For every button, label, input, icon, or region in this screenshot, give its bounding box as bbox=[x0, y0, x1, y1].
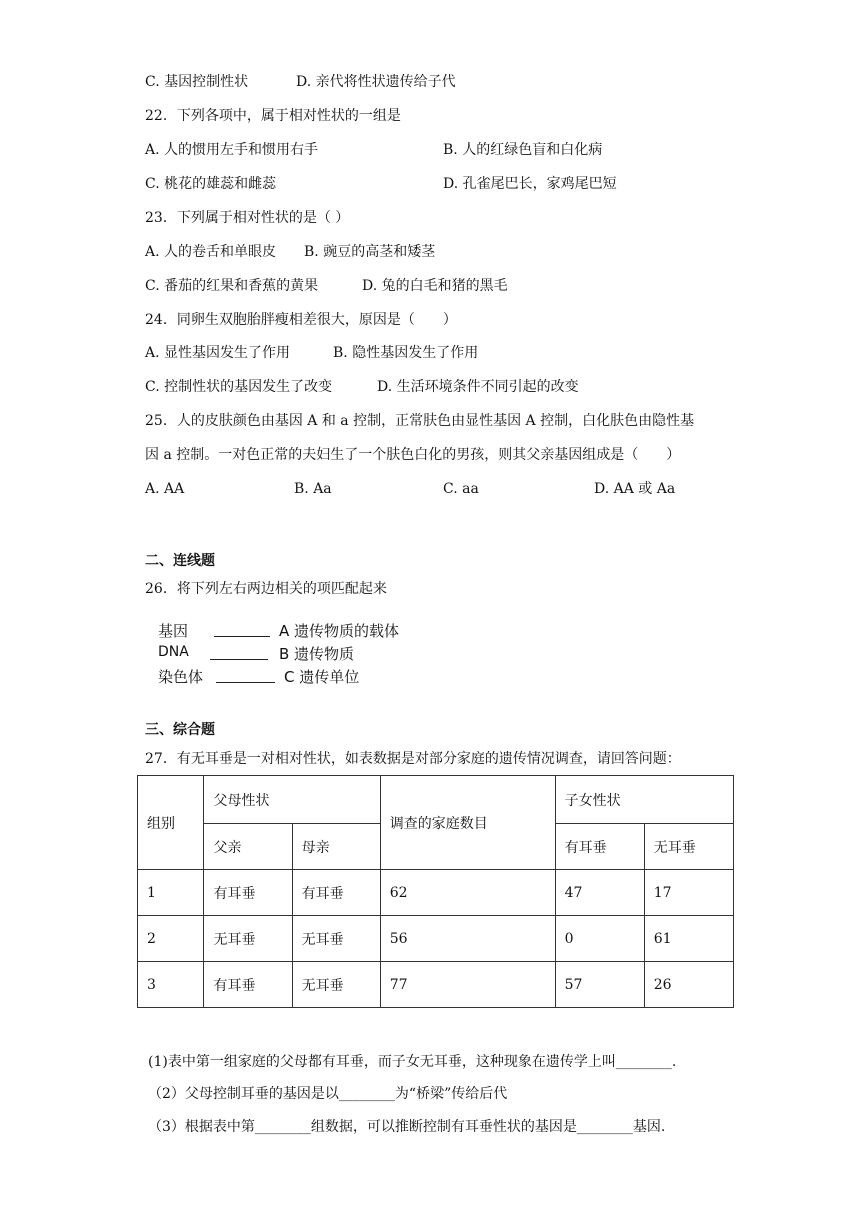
match-blank-1[interactable] bbox=[214, 636, 270, 637]
q24-stem: 24．同卵生双胞胎胖瘦相差很大，原因是（ ） bbox=[145, 312, 457, 328]
cell-has-lobe: 0 bbox=[555, 916, 644, 962]
q26-stem: 26．将下列左右两边相关的项匹配起来 bbox=[145, 581, 387, 597]
q25-stem-line1: 25．人的皮肤颜色由基因 A 和 a 控制，正常肤色由显性基因 A 控制，白化肤色由隐性基 bbox=[145, 413, 695, 429]
cell-group: 3 bbox=[138, 962, 204, 1008]
cell-mother: 有耳垂 bbox=[292, 870, 380, 916]
cell-father: 有耳垂 bbox=[204, 962, 292, 1008]
header-parents: 父母性状 bbox=[204, 776, 380, 824]
table-row bbox=[138, 916, 734, 962]
match-right-a: A 遗传物质的载体 bbox=[279, 622, 400, 640]
header-children: 子女性状 bbox=[555, 776, 733, 824]
q22-stem: 22．下列各项中，属于相对性状的一组是 bbox=[145, 108, 401, 124]
cell-group: 1 bbox=[138, 870, 204, 916]
q25-option-a: A. AA bbox=[145, 481, 185, 497]
q27-sub2: （2）父母控制耳垂的基因是以________为“桥梁”传给后代 bbox=[148, 1086, 508, 1102]
cell-mother: 无耳垂 bbox=[292, 962, 380, 1008]
cell-no-lobe: 17 bbox=[644, 870, 733, 916]
header-father: 父亲 bbox=[204, 824, 292, 870]
table-row bbox=[138, 962, 734, 1008]
q22-option-d: D. 孔雀尾巴长，家鸡尾巴短 bbox=[443, 176, 617, 192]
q25-option-b: B. Aa bbox=[294, 481, 332, 497]
q23-option-b: B. 豌豆的高茎和矮茎 bbox=[304, 244, 436, 260]
q23-option-d: D. 兔的白毛和猪的黑毛 bbox=[362, 278, 508, 294]
match-blank-2[interactable] bbox=[210, 659, 268, 660]
cell-father: 无耳垂 bbox=[204, 916, 292, 962]
header-group: 组别 bbox=[138, 776, 204, 870]
q24-option-a: A. 显性基因发生了作用 bbox=[145, 345, 291, 361]
q21-option-d: D. 亲代将性状遗传给子代 bbox=[296, 74, 456, 90]
cell-families: 77 bbox=[380, 962, 555, 1008]
cell-group: 2 bbox=[138, 916, 204, 962]
q22-option-a: A. 人的惯用左手和惯用右手 bbox=[145, 142, 319, 158]
cell-has-lobe: 57 bbox=[555, 962, 644, 1008]
q24-option-c: C. 控制性状的基因发生了改变 bbox=[145, 379, 333, 395]
table-row bbox=[138, 870, 734, 916]
q25-stem-line2: 因 a 控制。一对色正常的夫妇生了一个肤色白化的男孩，则其父亲基因组成是（ ） bbox=[145, 447, 681, 463]
header-has-lobe: 有耳垂 bbox=[555, 824, 644, 870]
q22-option-c: C. 桃花的雄蕊和雌蕊 bbox=[145, 176, 277, 192]
section2-heading: 二、连线题 bbox=[145, 553, 215, 569]
q21-option-c: C. 基因控制性状 bbox=[145, 74, 249, 90]
cell-families: 56 bbox=[380, 916, 555, 962]
q27-sub3: （3）根据表中第________组数据，可以推断控制有耳垂性状的基因是________基因. bbox=[148, 1119, 666, 1135]
match-right-c: C 遗传单位 bbox=[284, 668, 360, 686]
q24-option-b: B. 隐性基因发生了作用 bbox=[333, 345, 479, 361]
header-no-lobe: 无耳垂 bbox=[644, 824, 733, 870]
cell-families: 62 bbox=[380, 870, 555, 916]
cell-no-lobe: 61 bbox=[644, 916, 733, 962]
match-blank-3[interactable] bbox=[216, 682, 275, 683]
header-mother: 母亲 bbox=[292, 824, 380, 870]
q23-option-c: C. 番茄的红果和香蕉的黄果 bbox=[145, 278, 319, 294]
cell-mother: 无耳垂 bbox=[292, 916, 380, 962]
match-left-dna: DNA bbox=[158, 644, 189, 660]
q24-option-d: D. 生活环境条件不同引起的改变 bbox=[377, 379, 579, 395]
cell-has-lobe: 47 bbox=[555, 870, 644, 916]
q25-option-d: D. AA 或 Aa bbox=[594, 481, 676, 497]
q23-option-a: A. 人的卷舌和单眼皮 bbox=[145, 244, 277, 260]
match-left-gene: 基因 bbox=[158, 622, 189, 640]
q27-sub1: (1)表中第一组家庭的父母都有耳垂，而子女无耳垂，这种现象在遗传学上叫________. bbox=[148, 1054, 677, 1070]
cell-father: 有耳垂 bbox=[204, 870, 292, 916]
match-left-chromosome: 染色体 bbox=[158, 668, 204, 686]
q27-stem: 27．有无耳垂是一对相对性状，如表数据是对部分家庭的遗传情况调查，请回答问题： bbox=[145, 751, 681, 767]
survey-table bbox=[137, 775, 734, 1008]
q25-option-c: C. aa bbox=[443, 481, 479, 497]
section3-heading: 三、综合题 bbox=[145, 722, 215, 738]
q23-stem: 23．下列属于相对性状的是（ ） bbox=[145, 210, 350, 226]
cell-no-lobe: 26 bbox=[644, 962, 733, 1008]
match-right-b: B 遗传物质 bbox=[279, 645, 355, 663]
q22-option-b: B. 人的红绿色盲和白化病 bbox=[443, 142, 603, 158]
header-families: 调查的家庭数目 bbox=[380, 776, 555, 870]
